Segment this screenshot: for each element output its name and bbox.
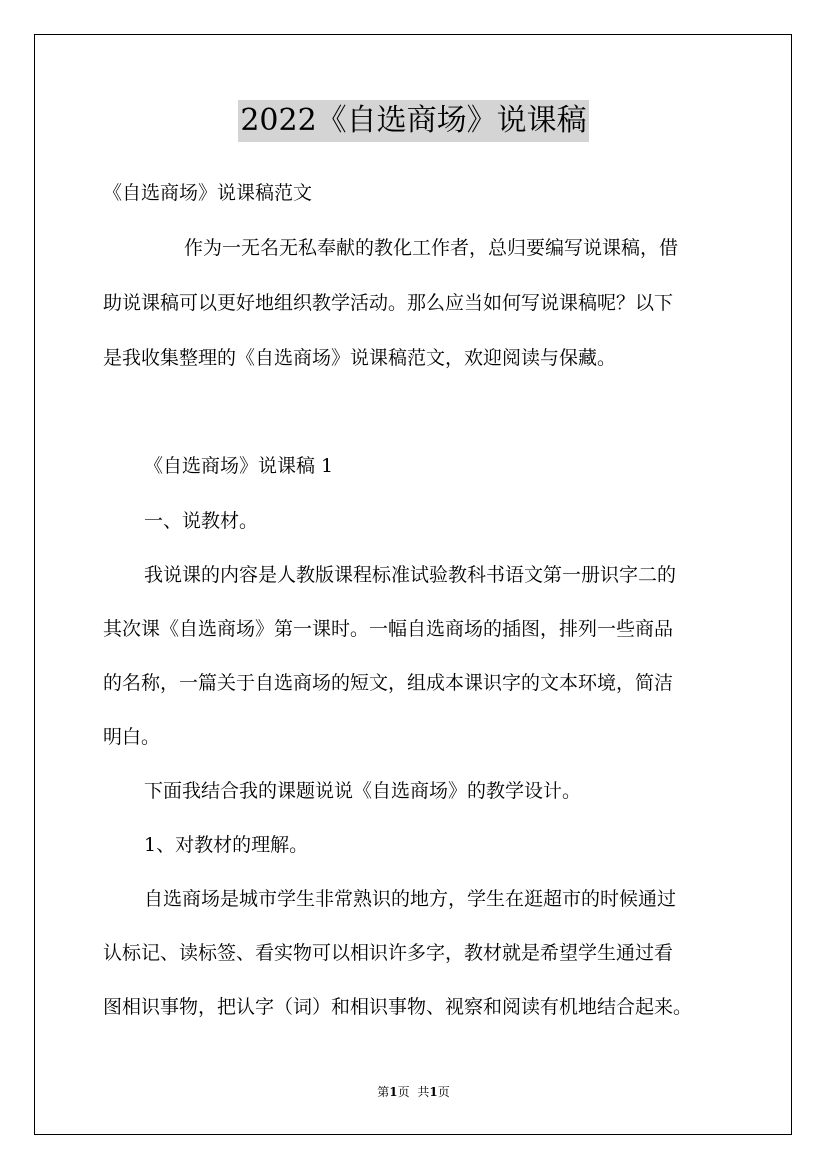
intro-line-2: 助说课稿可以更好地组织教学活动。那么应当如何写说课稿呢？以下 [103, 292, 674, 314]
title-container [0, 100, 827, 142]
body-line-2: 其次课《自选商场》第一课时。一幅自选商场的插图，排列一些商品 [103, 618, 674, 640]
subheading-understanding: 1、对教材的理解。 [144, 834, 309, 856]
intro-line-3: 是我收集整理的《自选商场》说课稿范文，欢迎阅读与保藏。 [103, 347, 617, 369]
body-line-1: 我说课的内容是人教版课程标准试验教科书语文第一册识字二的 [144, 564, 677, 586]
footer-total-suffix: 页 [437, 1085, 450, 1099]
intro-line-1: 作为一无名无私奉献的教化工作者，总归要编写说课稿，借 [184, 237, 679, 259]
footer-page-suffix: 页 [397, 1085, 410, 1099]
footer-total-number: 1 [429, 1085, 438, 1099]
body-line-7: 认标记、读标签、看实物可以相识许多字，教材就是希望学生通过看 [103, 942, 674, 964]
document-title: 2022《自选商场》说课稿 [238, 100, 588, 142]
footer-page-prefix: 第 [377, 1085, 390, 1099]
footer-page-number: 1 [389, 1085, 398, 1099]
body-line-8: 图相识事物，把认字（词）和相识事物、视察和阅读有机地结合起来。 [103, 996, 693, 1018]
section-heading: 《自选商场》说课稿 1 [144, 455, 334, 477]
heading-teaching-material: 一、说教材。 [144, 510, 259, 532]
body-line-3: 的名称，一篇关于自选商场的短文，组成本课识字的文本环境，简洁 [103, 672, 674, 694]
page-footer [0, 1084, 827, 1100]
subtitle-line: 《自选商场》说课稿范文 [103, 182, 313, 204]
footer-total-prefix: 共 [417, 1085, 430, 1099]
body-line-5: 下面我结合我的课题说说《自选商场》的教学设计。 [144, 780, 582, 802]
body-line-6: 自选商场是城市学生非常熟识的地方，学生在逛超市的时候通过 [144, 888, 677, 910]
body-line-4: 明白。 [103, 726, 161, 748]
